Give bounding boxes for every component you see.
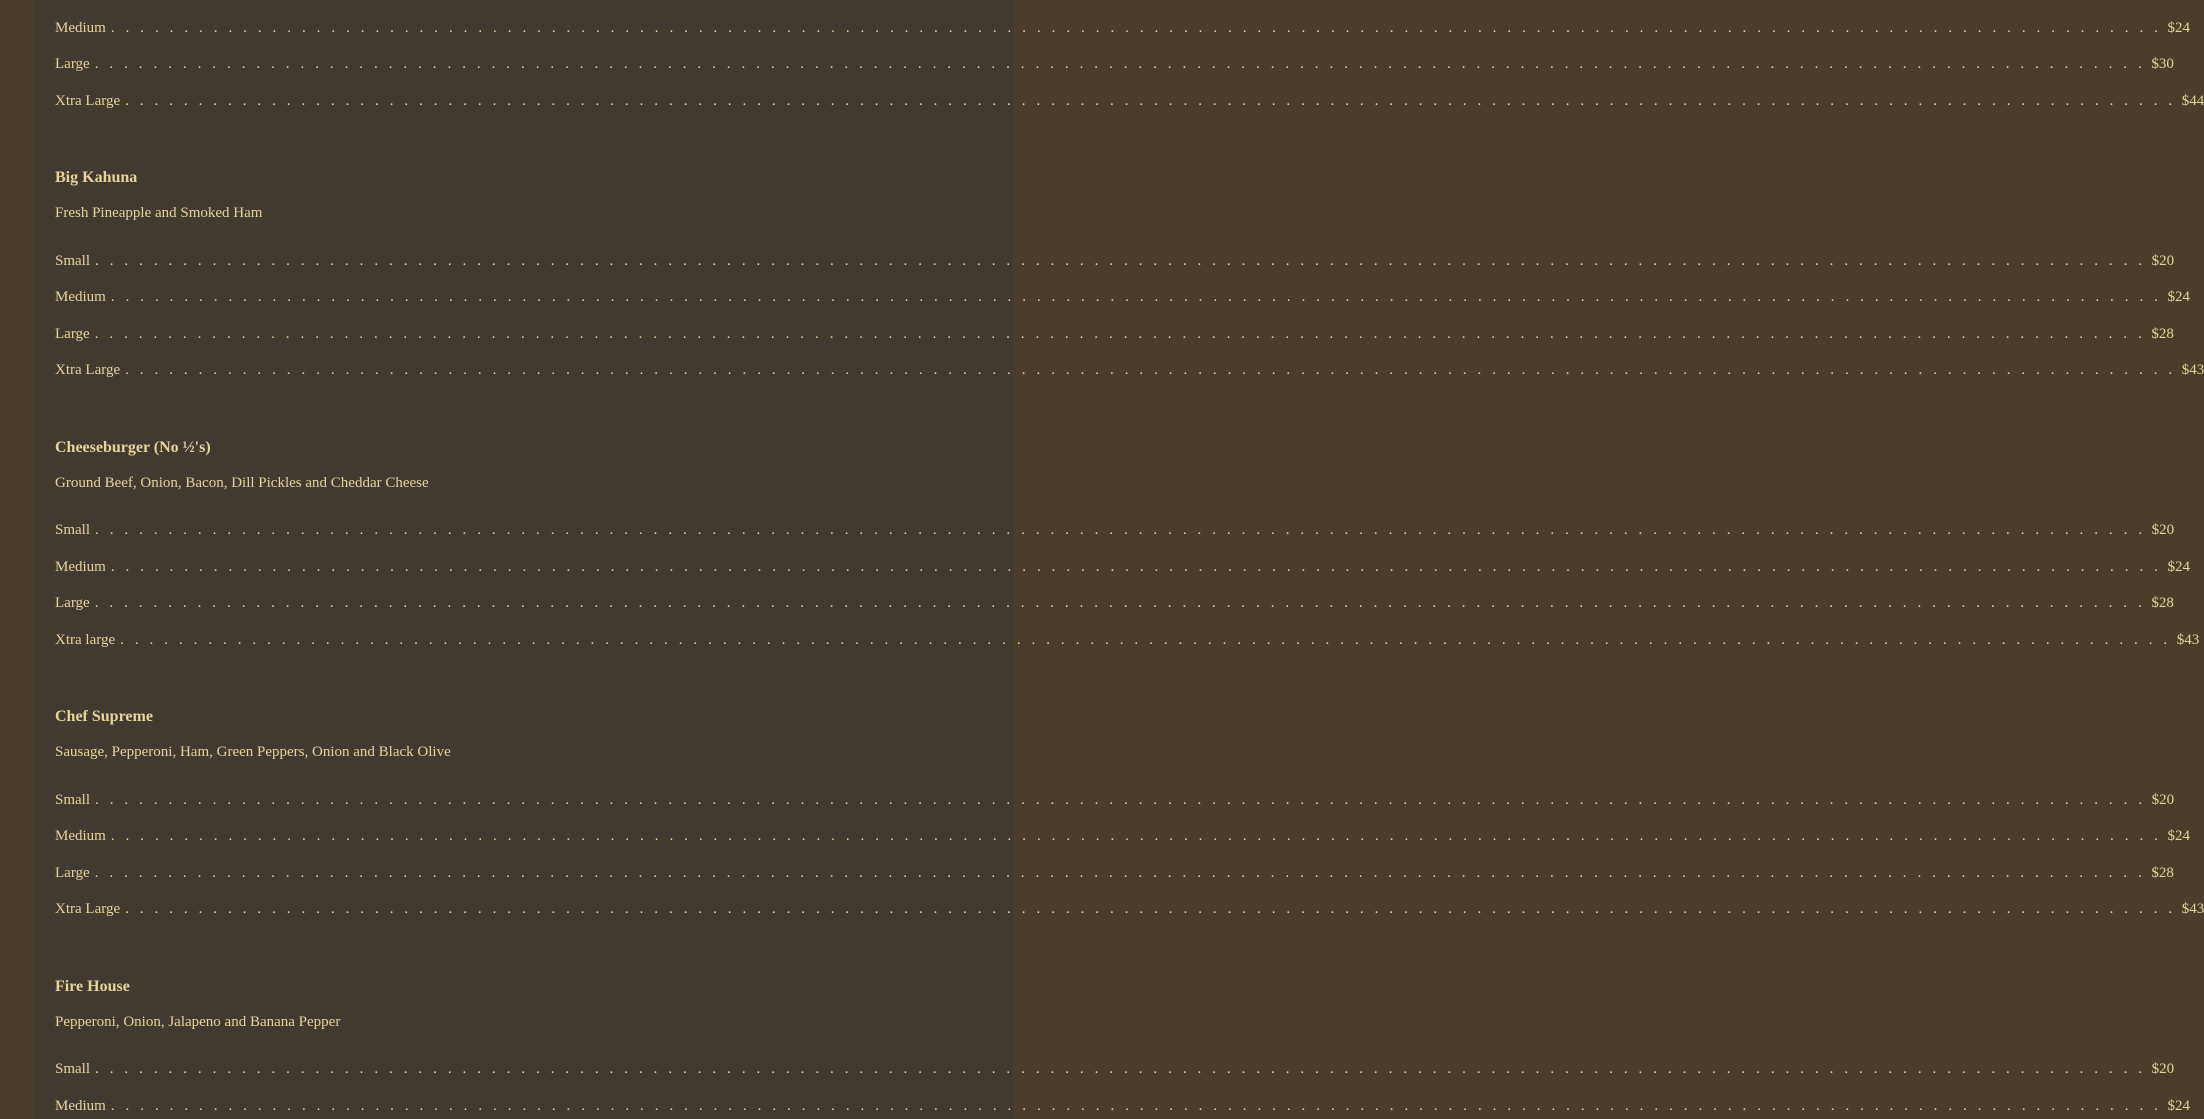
price-value: $24	[2167, 20, 2190, 36]
dot-leader: . . . . . . . . . . . . . . . . . . . . . . . . . . . . . . . . . . . . . . . . . . . . . . . . . . . . . . . . . . . . . . . . . . . . . . . . . . . . . . . . . . . . . . . . . . . . . . . . . . . . . . . . . . . . . . . . . . . . . . . . . . . . . . . . . . . . . . . . . . . .	[125, 901, 2176, 917]
dot-leader: . . . . . . . . . . . . . . . . . . . . . . . . . . . . . . . . . . . . . . . . . . . . . . . . . . . . . . . . . . . . . . . . . . . . . . . . . . . . . . . . . . . . . . . . . . . . . . . . . . . . . . . . . . . . . . . . . . . . . . . . . . . . . . . . . . . . . . . . . . . .	[110, 559, 2162, 575]
pizza-title: Cheeseburger (No ½'s)	[55, 439, 211, 456]
pizza-description: Pepperoni, Onion, Jalapeno and Banana Pepper	[55, 1014, 341, 1030]
menu-panel	[35, 0, 2204, 1119]
price-row	[55, 630, 2200, 650]
size-label: Medium	[55, 289, 106, 305]
price-value: $43	[2176, 632, 2200, 648]
price-value: $24	[2167, 289, 2190, 305]
price-row	[55, 251, 2175, 271]
pizza-title: Chef Supreme	[55, 708, 153, 725]
dot-leader: . . . . . . . . . . . . . . . . . . . . . . . . . . . . . . . . . . . . . . . . . . . . . . . . . . . . . . . . . . . . . . . . . . . . . . . . . . . . . . . . . . . . . . . . . . . . . . . . . . . . . . . . . . . . . . . . . . . . . . . . . . . . . . . . . . . . . . . . . . . .	[94, 595, 2146, 611]
size-label: Xtra Large	[55, 901, 121, 917]
price-value: $24	[2167, 1098, 2190, 1114]
price-value: $44	[2181, 93, 2204, 109]
dot-leader: . . . . . . . . . . . . . . . . . . . . . . . . . . . . . . . . . . . . . . . . . . . . . . . . . . . . . . . . . . . . . . . . . . . . . . . . . . . . . . . . . . . . . . . . . . . . . . . . . . . . . . . . . . . . . . . . . . . . . . . . . . . . . . . . . . . . . . . . . . . .	[95, 253, 2146, 269]
size-label: Large	[55, 865, 90, 881]
price-row	[55, 287, 2190, 307]
price-row	[55, 54, 2174, 74]
size-label: Small	[55, 522, 91, 538]
price-row	[55, 826, 2190, 846]
pizza-title: Big Kahuna	[55, 169, 138, 186]
dot-leader: . . . . . . . . . . . . . . . . . . . . . . . . . . . . . . . . . . . . . . . . . . . . . . . . . . . . . . . . . . . . . . . . . . . . . . . . . . . . . . . . . . . . . . . . . . . . . . . . . . . . . . . . . . . . . . . . . . . . . . . . . . . . . . . . . . . . . . . . . . . .	[94, 56, 2146, 72]
dot-leader: . . . . . . . . . . . . . . . . . . . . . . . . . . . . . . . . . . . . . . . . . . . . . . . . . . . . . . . . . . . . . . . . . . . . . . . . . . . . . . . . . . . . . . . . . . . . . . . . . . . . . . . . . . . . . . . . . . . . . . . . . . . . . . . . . . . . . . . . . . . .	[110, 289, 2162, 305]
price-value: $24	[2167, 828, 2190, 844]
dot-leader: . . . . . . . . . . . . . . . . . . . . . . . . . . . . . . . . . . . . . . . . . . . . . . . . . . . . . . . . . . . . . . . . . . . . . . . . . . . . . . . . . . . . . . . . . . . . . . . . . . . . . . . . . . . . . . . . . . . . . . . . . . . . . . . . . . . . . . . . . . . .	[120, 632, 2171, 648]
dot-leader: . . . . . . . . . . . . . . . . . . . . . . . . . . . . . . . . . . . . . . . . . . . . . . . . . . . . . . . . . . . . . . . . . . . . . . . . . . . . . . . . . . . . . . . . . . . . . . . . . . . . . . . . . . . . . . . . . . . . . . . . . . . . . . . . . . . . . . . . . . . .	[95, 792, 2146, 808]
dot-leader: . . . . . . . . . . . . . . . . . . . . . . . . . . . . . . . . . . . . . . . . . . . . . . . . . . . . . . . . . . . . . . . . . . . . . . . . . . . . . . . . . . . . . . . . . . . . . . . . . . . . . . . . . . . . . . . . . . . . . . . . . . . . . . . . . . . . . . . . . . . .	[94, 865, 2146, 881]
price-value: $20	[2151, 522, 2175, 538]
size-label: Small	[55, 1061, 91, 1077]
price-value: $43	[2181, 362, 2204, 378]
dot-leader: . . . . . . . . . . . . . . . . . . . . . . . . . . . . . . . . . . . . . . . . . . . . . . . . . . . . . . . . . . . . . . . . . . . . . . . . . . . . . . . . . . . . . . . . . . . . . . . . . . . . . . . . . . . . . . . . . . . . . . . . . . . . . . . . . . . . . . . . . . . .	[95, 1061, 2146, 1077]
size-label: Xtra Large	[55, 93, 121, 109]
price-value: $24	[2167, 559, 2190, 575]
size-label: Small	[55, 253, 91, 269]
price-value: $28	[2151, 865, 2174, 881]
price-row	[55, 324, 2174, 344]
dot-leader: . . . . . . . . . . . . . . . . . . . . . . . . . . . . . . . . . . . . . . . . . . . . . . . . . . . . . . . . . . . . . . . . . . . . . . . . . . . . . . . . . . . . . . . . . . . . . . . . . . . . . . . . . . . . . . . . . . . . . . . . . . . . . . . . . . . . . . . . . . . .	[94, 326, 2146, 342]
pizza-title: Fire House	[55, 978, 130, 995]
size-label: Large	[55, 56, 90, 72]
size-label: Medium	[55, 20, 106, 36]
price-row	[55, 863, 2174, 883]
size-label: Large	[55, 595, 90, 611]
price-row	[55, 1059, 2175, 1079]
dot-leader: . . . . . . . . . . . . . . . . . . . . . . . . . . . . . . . . . . . . . . . . . . . . . . . . . . . . . . . . . . . . . . . . . . . . . . . . . . . . . . . . . . . . . . . . . . . . . . . . . . . . . . . . . . . . . . . . . . . . . . . . . . . . . . . . . . . . . . . . . . . .	[110, 20, 2162, 36]
dot-leader: . . . . . . . . . . . . . . . . . . . . . . . . . . . . . . . . . . . . . . . . . . . . . . . . . . . . . . . . . . . . . . . . . . . . . . . . . . . . . . . . . . . . . . . . . . . . . . . . . . . . . . . . . . . . . . . . . . . . . . . . . . . . . . . . . . . . . . . . . . . .	[125, 93, 2176, 109]
price-row	[55, 18, 2190, 38]
size-label: Medium	[55, 828, 106, 844]
dot-leader: . . . . . . . . . . . . . . . . . . . . . . . . . . . . . . . . . . . . . . . . . . . . . . . . . . . . . . . . . . . . . . . . . . . . . . . . . . . . . . . . . . . . . . . . . . . . . . . . . . . . . . . . . . . . . . . . . . . . . . . . . . . . . . . . . . . . . . . . . . . .	[125, 362, 2176, 378]
price-value: $43	[2181, 901, 2204, 917]
price-value: $28	[2151, 326, 2174, 342]
price-row	[55, 520, 2175, 540]
price-row	[55, 1096, 2190, 1116]
dot-leader: . . . . . . . . . . . . . . . . . . . . . . . . . . . . . . . . . . . . . . . . . . . . . . . . . . . . . . . . . . . . . . . . . . . . . . . . . . . . . . . . . . . . . . . . . . . . . . . . . . . . . . . . . . . . . . . . . . . . . . . . . . . . . . . . . . . . . . . . . . . .	[95, 522, 2146, 538]
price-row	[55, 790, 2175, 810]
price-value: $28	[2151, 595, 2174, 611]
pizza-description: Sausage, Pepperoni, Ham, Green Peppers, Onion and Black Olive	[55, 744, 451, 760]
price-row	[55, 899, 2204, 919]
price-row	[55, 360, 2204, 380]
size-label: Xtra large	[55, 632, 116, 648]
price-value: $20	[2151, 1061, 2175, 1077]
price-value: $20	[2151, 792, 2175, 808]
price-row	[55, 91, 2204, 111]
price-row	[55, 557, 2190, 577]
size-label: Large	[55, 326, 90, 342]
pizza-description: Fresh Pineapple and Smoked Ham	[55, 205, 263, 221]
size-label: Medium	[55, 1098, 106, 1114]
pizza-description: Ground Beef, Onion, Bacon, Dill Pickles and Cheddar Cheese	[55, 475, 429, 491]
price-row	[55, 593, 2174, 613]
price-value: $20	[2151, 253, 2175, 269]
price-value: $30	[2151, 56, 2174, 72]
size-label: Xtra Large	[55, 362, 121, 378]
size-label: Medium	[55, 559, 106, 575]
size-label: Small	[55, 792, 91, 808]
dot-leader: . . . . . . . . . . . . . . . . . . . . . . . . . . . . . . . . . . . . . . . . . . . . . . . . . . . . . . . . . . . . . . . . . . . . . . . . . . . . . . . . . . . . . . . . . . . . . . . . . . . . . . . . . . . . . . . . . . . . . . . . . . . . . . . . . . . . . . . . . . . .	[110, 1098, 2162, 1114]
dot-leader: . . . . . . . . . . . . . . . . . . . . . . . . . . . . . . . . . . . . . . . . . . . . . . . . . . . . . . . . . . . . . . . . . . . . . . . . . . . . . . . . . . . . . . . . . . . . . . . . . . . . . . . . . . . . . . . . . . . . . . . . . . . . . . . . . . . . . . . . . . . .	[110, 828, 2162, 844]
